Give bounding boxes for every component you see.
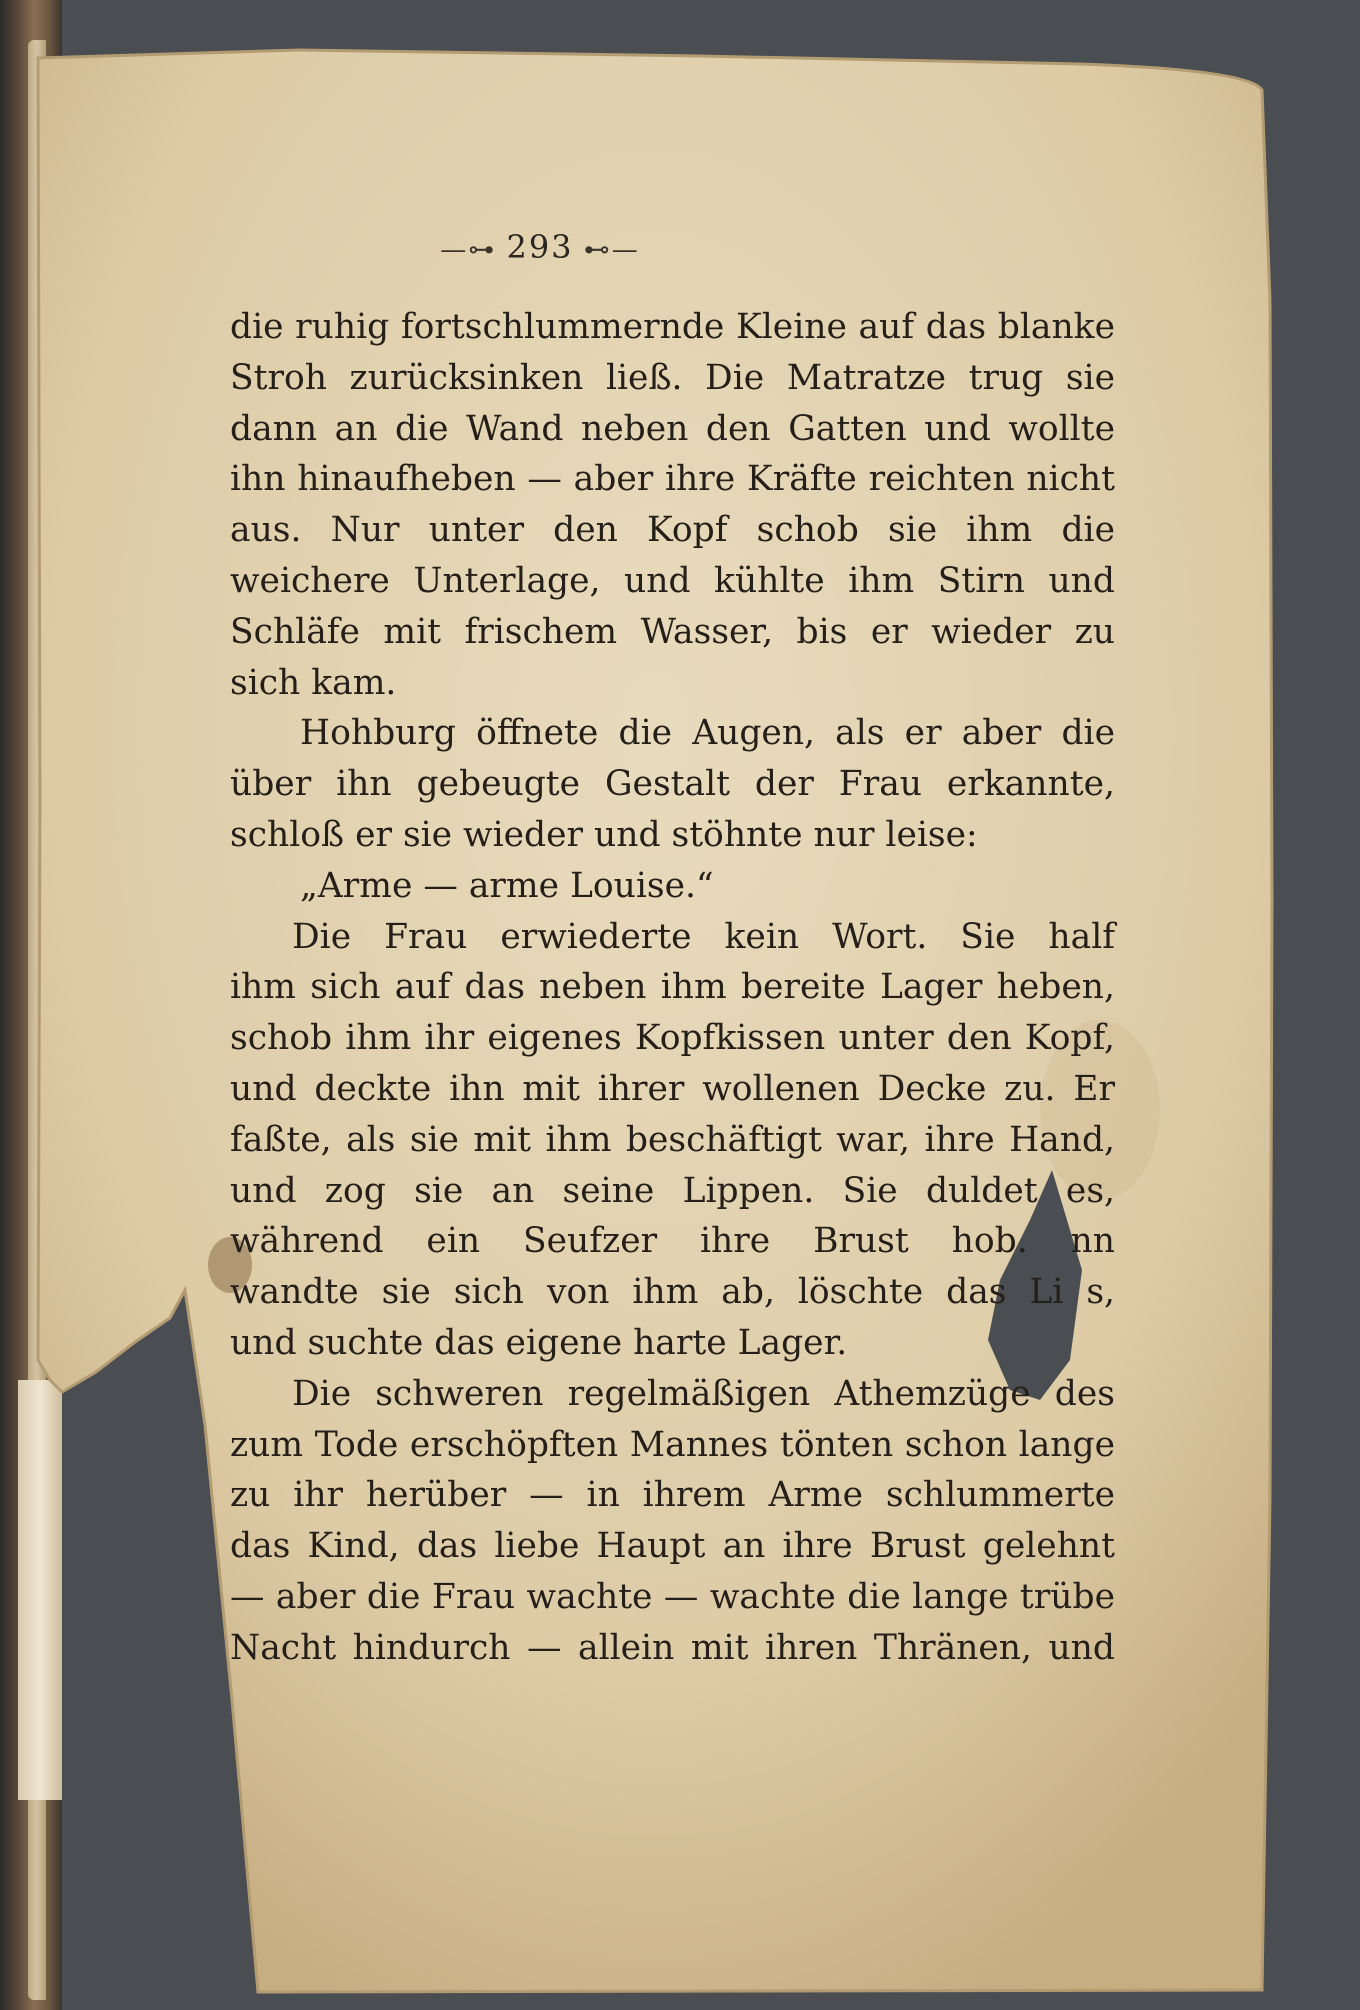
text-line: ihm sich auf das neben ihm bereite Lager heben, xyxy=(230,967,1115,1008)
text-line: über ihn gebeugte Gestalt der Frau erkannte, xyxy=(230,764,1115,805)
text-line: — aber die Frau wachte — wachte die lange trübe xyxy=(230,1576,1115,1617)
ornament-left: —⊶ xyxy=(440,235,507,265)
text-line: das Kind, das liebe Haupt an ihre Brust gelehnt xyxy=(230,1526,1115,1567)
text-line: dann an die Wand neben den Gatten und wollte xyxy=(230,408,1115,449)
text-line: zu ihr herüber — in ihrem Arme schlummerte xyxy=(230,1475,1115,1516)
text-line: und zog sie an seine Lippen. Sie duldet es, xyxy=(230,1170,1115,1211)
text-line: sich kam. xyxy=(230,662,397,703)
text-line: Schläfe mit frischem Wasser, bis er wieder zu xyxy=(230,611,1115,652)
ornament-right: ⊷— xyxy=(573,235,640,265)
text-line: schob ihm ihr eigenes Kopfkissen unter den Kopf, xyxy=(230,1018,1115,1059)
body-text xyxy=(230,302,1115,1674)
text-line: zum Tode erschöpften Mannes tönten schon lange xyxy=(230,1424,1115,1465)
text-line: die ruhig fortschlummernde Kleine auf das blanke xyxy=(230,307,1115,347)
text-line: Hohburg öffnete die Augen, als er aber die xyxy=(300,713,1115,754)
text-line: wandte sie sich von ihm ab, löschte das Li s, xyxy=(230,1272,1115,1313)
text-line: weichere Unterlage, und kühlte ihm Stirn und xyxy=(230,560,1115,601)
text-line: während ein Seufzer ihre Brust hob. nn xyxy=(230,1221,1115,1262)
text-line: ihn hinaufheben — aber ihre Kräfte reichten nicht xyxy=(230,459,1115,500)
text-line: Die Frau erwiederte kein Wort. Sie half xyxy=(292,916,1115,957)
text-line: und deckte ihn mit ihrer wollenen Decke zu. Er xyxy=(230,1068,1115,1109)
text-line: Stroh zurücksinken ließ. Die Matratze trug sie xyxy=(230,357,1115,398)
page-number-value: 293 xyxy=(506,228,574,266)
page-number xyxy=(0,228,1080,266)
text-line: Nacht hindurch — allein mit ihren Thränen, und xyxy=(230,1627,1115,1668)
text-line: faßte, als sie mit ihm beschäftigt war, ihre Hand, xyxy=(230,1119,1115,1160)
text-line: schloß er sie wieder und stöhnte nur leise: xyxy=(230,814,978,855)
text-line: aus. Nur unter den Kopf schob sie ihm die xyxy=(230,510,1115,551)
text-line: „Arme — arme Louise.“ xyxy=(300,865,714,906)
text-line: und suchte das eigene harte Lager. xyxy=(230,1322,848,1363)
text-line: Die schweren regelmäßigen Athemzüge des xyxy=(292,1373,1115,1414)
